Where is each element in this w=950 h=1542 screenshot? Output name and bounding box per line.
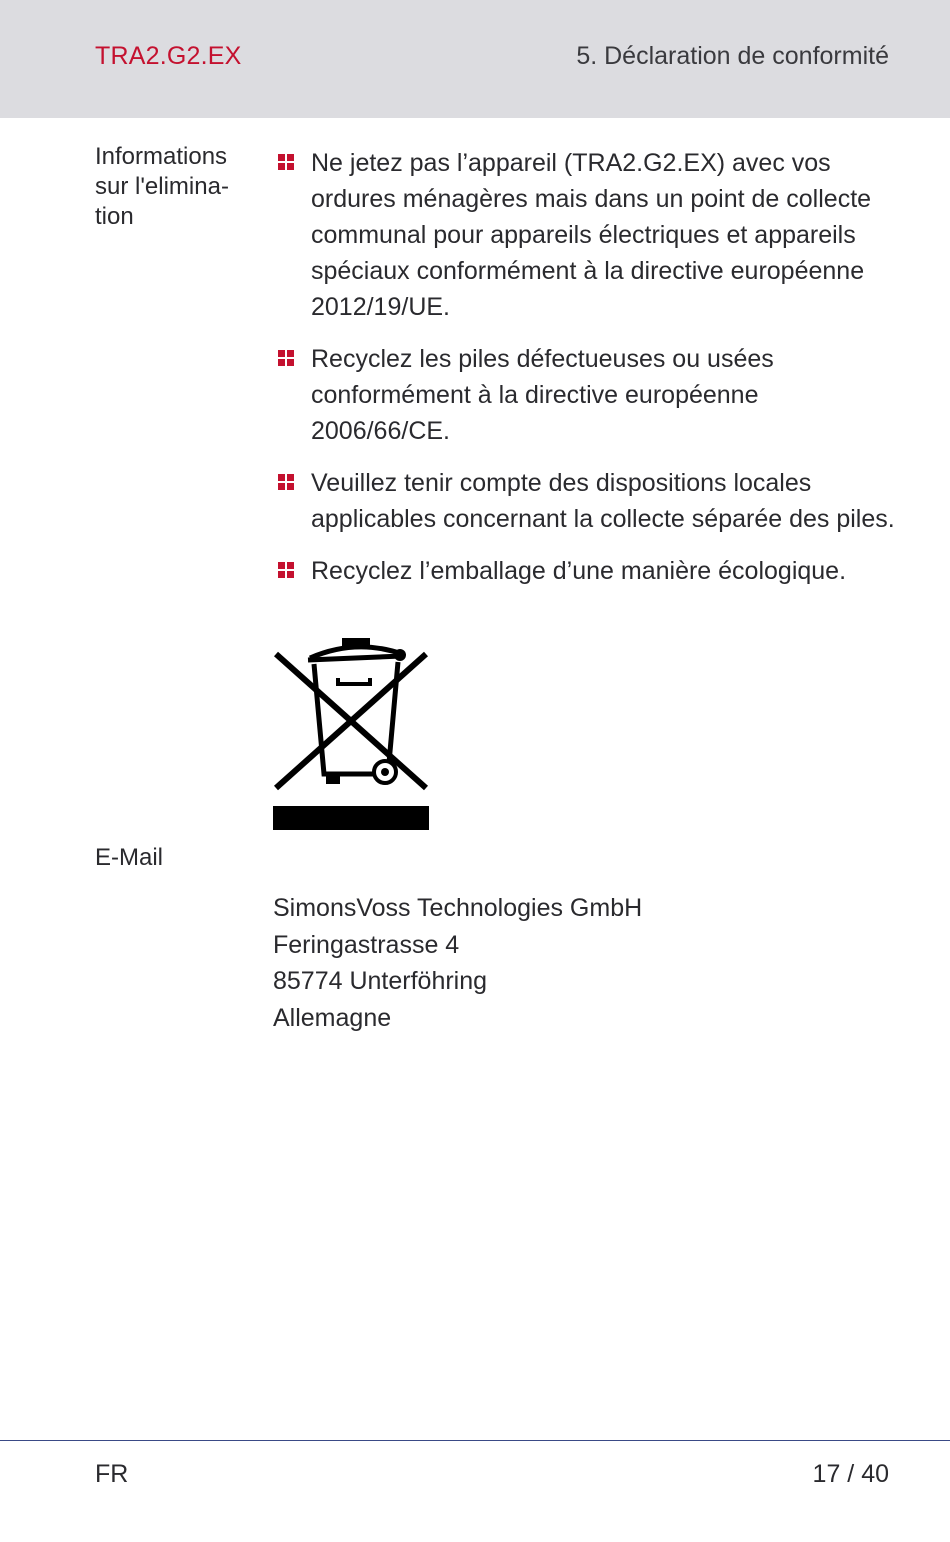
page-number: 17 / 40: [812, 1460, 889, 1488]
page-header: [0, 0, 950, 118]
list-item: [278, 145, 898, 325]
footer-language: FR: [95, 1460, 129, 1488]
list-item-text: Recyclez les piles défectueuses ou usées conformément à la directive européenne 2006/66/CE.: [311, 345, 774, 445]
disposal-info-label: [95, 142, 260, 232]
list-item-text: Recyclez l’emballage d’une manière écologique.: [311, 557, 847, 585]
bullet-squares-icon: [278, 562, 294, 578]
disposal-label-line: tion: [95, 203, 134, 230]
list-item: [278, 553, 898, 589]
address-line: Feringastrasse 4: [273, 930, 460, 959]
section-title: 5. Déclaration de conformité: [576, 42, 889, 70]
bullet-squares-icon: [278, 350, 294, 366]
crossed-out-wheelie-bin-icon: [272, 634, 430, 832]
list-item: [278, 465, 898, 537]
list-item: [278, 341, 898, 449]
list-item-text: Ne jetez pas l’appareil (TRA2.G2.EX) avec vos ordures ménagères mais dans un point de collecte communal pour appareils électriques et appareils spéciaux conformément à la directive européenne 2012/19/UE.: [311, 149, 872, 321]
list-item-text: Veuillez tenir compte des dispositions locales applicables concernant la collecte séparée des piles.: [311, 469, 895, 533]
address-line: 85774 Unterföhring: [273, 967, 488, 995]
bullet-squares-icon: [278, 474, 294, 490]
disposal-label-line: sur l'elimina-: [95, 173, 229, 200]
product-name: TRA2.G2.EX: [95, 42, 242, 70]
bullet-squares-icon: [278, 154, 294, 170]
address-line: Allemagne: [273, 1003, 392, 1032]
email-label: E-Mail: [95, 844, 164, 871]
disposal-label-line: Informations: [95, 143, 228, 170]
address-line: SimonsVoss Technologies GmbH: [273, 894, 643, 922]
disposal-instructions-list: [278, 145, 898, 605]
postal-address: [273, 890, 642, 1036]
footer-divider: [0, 1440, 950, 1441]
